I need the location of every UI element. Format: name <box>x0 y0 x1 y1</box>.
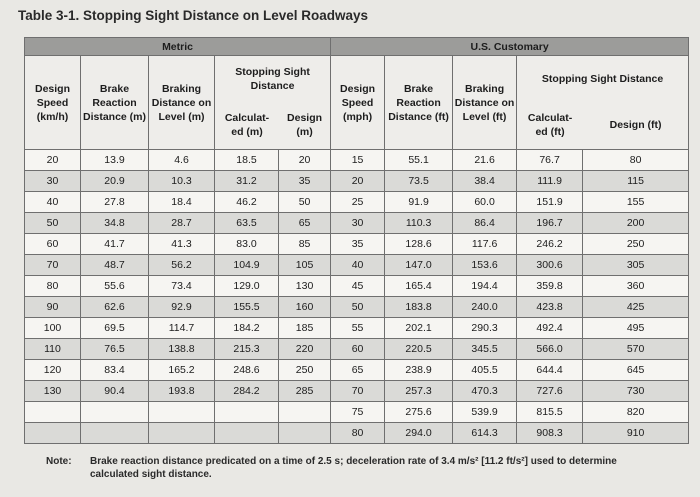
customary-calc-cell: 76.7 <box>517 150 583 171</box>
table-row <box>25 318 689 339</box>
customary-speed-cell: 50 <box>331 297 385 318</box>
table-row <box>25 360 689 381</box>
customary-braking-cell: 21.6 <box>453 150 517 171</box>
customary-ssd-title: Stopping Sight Distance <box>541 73 664 85</box>
metric-design-cell: 220 <box>279 339 331 360</box>
metric-calc-cell: 46.2 <box>215 192 279 213</box>
metric-calc-cell <box>215 423 279 444</box>
customary-ssd-header <box>517 56 689 150</box>
table-row <box>25 171 689 192</box>
customary-design-cell: 730 <box>583 381 689 402</box>
metric-braking-cell: 10.3 <box>149 171 215 192</box>
customary-speed-cell: 30 <box>331 213 385 234</box>
customary-calc-cell: 815.5 <box>517 402 583 423</box>
metric-speed-cell: 60 <box>25 234 81 255</box>
metric-speed-cell: 120 <box>25 360 81 381</box>
metric-brake-cell: 90.4 <box>81 381 149 402</box>
metric-braking-cell <box>149 423 215 444</box>
customary-brake-cell: 55.1 <box>385 150 453 171</box>
customary-braking-cell: 539.9 <box>453 402 517 423</box>
customary-speed-cell: 40 <box>331 255 385 276</box>
customary-braking-cell: 240.0 <box>453 297 517 318</box>
customary-calc-cell: 111.9 <box>517 171 583 192</box>
customary-calc-cell: 196.7 <box>517 213 583 234</box>
customary-braking-cell: 60.0 <box>453 192 517 213</box>
metric-speed-cell: 130 <box>25 381 81 402</box>
customary-brake-cell: 257.3 <box>385 381 453 402</box>
metric-design-cell: 185 <box>279 318 331 339</box>
metric-brake-cell: 27.8 <box>81 192 149 213</box>
metric-calc-cell: 248.6 <box>215 360 279 381</box>
table-title: Table 3-1. Stopping Sight Distance on Level Roadways <box>18 8 369 23</box>
metric-braking-cell <box>149 402 215 423</box>
table-row <box>25 192 689 213</box>
customary-brake-cell: 147.0 <box>385 255 453 276</box>
note-text: Brake reaction distance predicated on a time of 2.5 s; deceleration rate of 3.4 m/s² [11.2 ft/s²] used to determine calculated sight distance. <box>90 456 617 480</box>
customary-speed-cell: 55 <box>331 318 385 339</box>
customary-brake-header: Brake Reaction Distance (ft) <box>385 56 453 150</box>
customary-braking-cell: 345.5 <box>453 339 517 360</box>
customary-calc-cell: 151.9 <box>517 192 583 213</box>
metric-speed-cell: 70 <box>25 255 81 276</box>
customary-brake-cell: 220.5 <box>385 339 453 360</box>
metric-design-cell: 65 <box>279 213 331 234</box>
customary-speed-cell: 25 <box>331 192 385 213</box>
metric-speed-cell: 20 <box>25 150 81 171</box>
customary-calc-cell: 908.3 <box>517 423 583 444</box>
customary-braking-cell: 117.6 <box>453 234 517 255</box>
customary-calc-header: Calculat- ed (ft) <box>527 112 573 138</box>
customary-calc-cell: 566.0 <box>517 339 583 360</box>
metric-speed-cell: 80 <box>25 276 81 297</box>
metric-design-cell: 285 <box>279 381 331 402</box>
customary-brake-cell: 165.4 <box>385 276 453 297</box>
customary-calc-cell: 727.6 <box>517 381 583 402</box>
customary-speed-cell: 65 <box>331 360 385 381</box>
metric-calc-cell: 63.5 <box>215 213 279 234</box>
note-label: Note: <box>46 456 72 467</box>
customary-speed-cell: 70 <box>331 381 385 402</box>
customary-design-cell: 250 <box>583 234 689 255</box>
metric-braking-cell: 56.2 <box>149 255 215 276</box>
metric-calc-cell: 31.2 <box>215 171 279 192</box>
customary-speed-cell: 20 <box>331 171 385 192</box>
customary-design-cell: 645 <box>583 360 689 381</box>
metric-speed-cell: 90 <box>25 297 81 318</box>
metric-group-header: Metric <box>25 38 331 56</box>
metric-brake-cell: 55.6 <box>81 276 149 297</box>
customary-design-cell: 305 <box>583 255 689 276</box>
customary-braking-cell: 470.3 <box>453 381 517 402</box>
customary-brake-cell: 183.8 <box>385 297 453 318</box>
customary-design-cell: 910 <box>583 423 689 444</box>
metric-brake-cell: 20.9 <box>81 171 149 192</box>
metric-calc-cell: 83.0 <box>215 234 279 255</box>
metric-design-cell: 20 <box>279 150 331 171</box>
customary-brake-cell: 275.6 <box>385 402 453 423</box>
metric-braking-header: Braking Distance on Level (m) <box>149 56 215 150</box>
table-row <box>25 276 689 297</box>
customary-calc-cell: 300.6 <box>517 255 583 276</box>
metric-speed-cell: 100 <box>25 318 81 339</box>
metric-braking-cell: 41.3 <box>149 234 215 255</box>
customary-brake-cell: 128.6 <box>385 234 453 255</box>
customary-calc-cell: 492.4 <box>517 318 583 339</box>
metric-calc-cell: 18.5 <box>215 150 279 171</box>
customary-design-cell: 155 <box>583 192 689 213</box>
table-row <box>25 297 689 318</box>
metric-braking-cell: 73.4 <box>149 276 215 297</box>
metric-design-cell <box>279 402 331 423</box>
metric-design-cell: 50 <box>279 192 331 213</box>
metric-calc-cell: 129.0 <box>215 276 279 297</box>
customary-braking-cell: 86.4 <box>453 213 517 234</box>
metric-brake-cell: 62.6 <box>81 297 149 318</box>
metric-calc-cell: 284.2 <box>215 381 279 402</box>
metric-design-header: Design (m) <box>287 112 323 138</box>
stopping-sight-distance-table <box>24 37 689 444</box>
customary-speed-cell: 45 <box>331 276 385 297</box>
metric-brake-cell <box>81 402 149 423</box>
metric-brake-cell: 48.7 <box>81 255 149 276</box>
metric-braking-cell: 4.6 <box>149 150 215 171</box>
metric-ssd-title: Stopping Sight Distance <box>235 66 310 92</box>
metric-ssd-header <box>215 56 331 150</box>
metric-calc-cell: 215.3 <box>215 339 279 360</box>
customary-calc-cell: 246.2 <box>517 234 583 255</box>
metric-speed-cell <box>25 423 81 444</box>
metric-calc-cell: 184.2 <box>215 318 279 339</box>
metric-brake-header: Brake Reaction Distance (m) <box>81 56 149 150</box>
metric-braking-cell: 193.8 <box>149 381 215 402</box>
table-row <box>25 150 689 171</box>
metric-braking-cell: 138.8 <box>149 339 215 360</box>
customary-design-cell: 115 <box>583 171 689 192</box>
customary-design-cell: 425 <box>583 297 689 318</box>
metric-design-cell: 130 <box>279 276 331 297</box>
table-body <box>25 150 689 444</box>
customary-group-header: U.S. Customary <box>331 38 689 56</box>
customary-speed-cell: 80 <box>331 423 385 444</box>
customary-design-cell: 80 <box>583 150 689 171</box>
customary-speed-header: Design Speed (mph) <box>331 56 385 150</box>
metric-braking-cell: 92.9 <box>149 297 215 318</box>
metric-brake-cell: 83.4 <box>81 360 149 381</box>
customary-design-cell: 495 <box>583 318 689 339</box>
metric-brake-cell: 13.9 <box>81 150 149 171</box>
customary-speed-cell: 60 <box>331 339 385 360</box>
table-row <box>25 213 689 234</box>
metric-design-cell: 160 <box>279 297 331 318</box>
customary-speed-cell: 75 <box>331 402 385 423</box>
customary-design-cell: 360 <box>583 276 689 297</box>
customary-braking-cell: 614.3 <box>453 423 517 444</box>
metric-calc-cell: 104.9 <box>215 255 279 276</box>
customary-braking-cell: 290.3 <box>453 318 517 339</box>
customary-brake-cell: 73.5 <box>385 171 453 192</box>
customary-calc-cell: 423.8 <box>517 297 583 318</box>
metric-brake-cell: 69.5 <box>81 318 149 339</box>
metric-design-cell: 105 <box>279 255 331 276</box>
customary-brake-cell: 202.1 <box>385 318 453 339</box>
metric-speed-cell: 40 <box>25 192 81 213</box>
customary-braking-cell: 38.4 <box>453 171 517 192</box>
metric-speed-cell <box>25 402 81 423</box>
metric-brake-cell: 76.5 <box>81 339 149 360</box>
customary-calc-cell: 359.8 <box>517 276 583 297</box>
metric-design-cell: 250 <box>279 360 331 381</box>
metric-calc-header: Calculat- ed (m) <box>224 112 270 138</box>
customary-brake-cell: 238.9 <box>385 360 453 381</box>
metric-speed-cell: 30 <box>25 171 81 192</box>
customary-design-header: Design (ft) <box>609 119 662 131</box>
metric-speed-header: Design Speed (km/h) <box>25 56 81 150</box>
metric-speed-cell: 110 <box>25 339 81 360</box>
metric-brake-cell: 41.7 <box>81 234 149 255</box>
metric-calc-cell <box>215 402 279 423</box>
table-row <box>25 423 689 444</box>
metric-calc-cell: 155.5 <box>215 297 279 318</box>
metric-brake-cell: 34.8 <box>81 213 149 234</box>
metric-speed-cell: 50 <box>25 213 81 234</box>
metric-design-cell: 85 <box>279 234 331 255</box>
customary-design-cell: 820 <box>583 402 689 423</box>
metric-braking-cell: 28.7 <box>149 213 215 234</box>
customary-braking-header: Braking Distance on Level (ft) <box>453 56 517 150</box>
table-row <box>25 339 689 360</box>
customary-braking-cell: 153.6 <box>453 255 517 276</box>
customary-brake-cell: 110.3 <box>385 213 453 234</box>
metric-design-cell <box>279 423 331 444</box>
metric-braking-cell: 18.4 <box>149 192 215 213</box>
customary-brake-cell: 294.0 <box>385 423 453 444</box>
customary-calc-cell: 644.4 <box>517 360 583 381</box>
metric-design-cell: 35 <box>279 171 331 192</box>
metric-braking-cell: 165.2 <box>149 360 215 381</box>
table-row <box>25 255 689 276</box>
customary-design-cell: 570 <box>583 339 689 360</box>
customary-brake-cell: 91.9 <box>385 192 453 213</box>
customary-speed-cell: 15 <box>331 150 385 171</box>
customary-braking-cell: 405.5 <box>453 360 517 381</box>
metric-brake-cell <box>81 423 149 444</box>
customary-speed-cell: 35 <box>331 234 385 255</box>
table-row <box>25 381 689 402</box>
table-row <box>25 402 689 423</box>
table-row <box>25 234 689 255</box>
metric-braking-cell: 114.7 <box>149 318 215 339</box>
customary-design-cell: 200 <box>583 213 689 234</box>
customary-braking-cell: 194.4 <box>453 276 517 297</box>
